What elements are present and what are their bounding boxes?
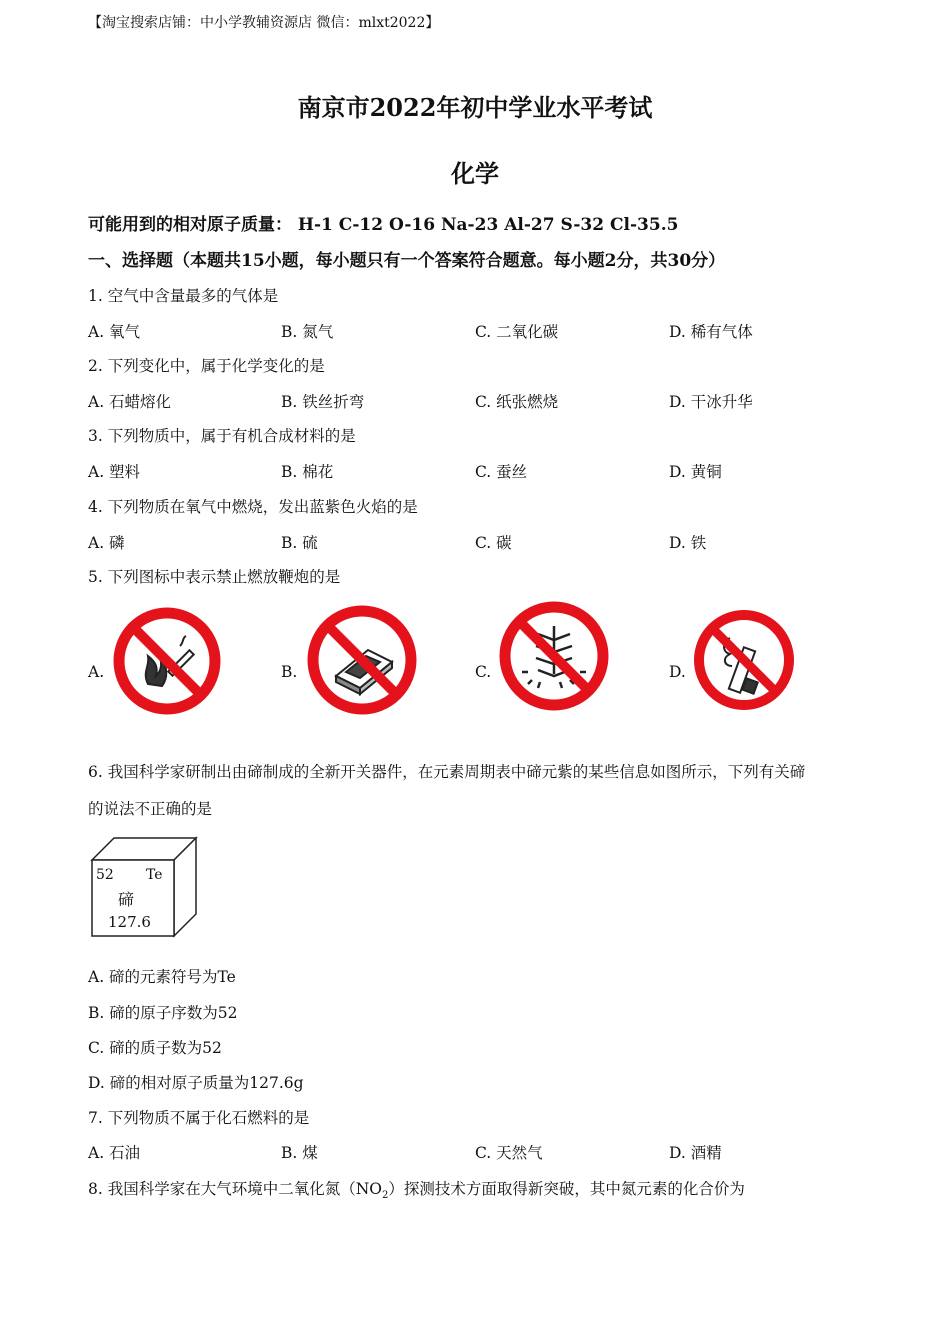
subject-title: 化学 (451, 159, 499, 188)
q6-option-b: B. 碲的原子序数为52 (88, 1004, 238, 1022)
q6-option-d: D. 碲的相对原子质量为127.6g (88, 1074, 304, 1092)
q4-option-a: A. 磷 (88, 534, 125, 552)
exam-title: 南京市2022年初中学业水平考试 (297, 93, 653, 122)
no-smoking-fire-icon (112, 606, 222, 716)
q1-option-b: B. 氮气 (281, 323, 334, 341)
element-cube-tellurium (88, 830, 203, 946)
q6-option-a: A. 碲的元素符号为Te (88, 968, 236, 986)
q2-option-a: A. 石蜡熔化 (88, 393, 172, 411)
q4-option-b: B. 硫 (281, 534, 318, 552)
q1-option-a: A. 氧气 (88, 323, 141, 341)
element-name: 碲 (118, 890, 135, 909)
no-cigarette-icon (692, 608, 796, 712)
atomic-masses: 可能用到的相对原子质量： H-1 C-12 O-16 Na-23 Al-27 S-32 Cl-35.5 (88, 215, 679, 235)
q3-option-a: A. 塑料 (88, 463, 141, 481)
q3-option-d: D. 黄铜 (669, 463, 722, 481)
q3-option-b: B. 棉花 (281, 463, 334, 481)
q2-option-d: D. 干冰升华 (669, 393, 753, 411)
q7-option-b: B. 煤 (281, 1144, 318, 1162)
q8-stem-post: ）探测技术方面取得新突破，其中氮元素的化合价为 (388, 1180, 745, 1198)
header-note: 【淘宝搜索店铺：中小学教辅资源店 微信：mlxt2022】 (88, 15, 440, 31)
q5-option-d: D. (669, 663, 686, 681)
element-atomic-number: 52 (96, 867, 114, 883)
q8-stem-pre: 8. 我国科学家在大气环境中二氧化氮（NO (88, 1180, 382, 1198)
section-title: 一、选择题（本题共15小题，每小题只有一个答案符合题意。每小题2分，共30分） (88, 251, 726, 271)
q4-option-d: D. 铁 (669, 534, 707, 552)
element-mass: 127.6 (108, 913, 151, 931)
q7-option-a: A. 石油 (88, 1144, 141, 1162)
q3-option-c: C. 蚕丝 (475, 463, 528, 481)
question-7-stem: 7. 下列物质不属于化石燃料的是 (88, 1109, 310, 1127)
q8-stem-subscript: 2 (382, 1190, 389, 1202)
element-symbol: Te (146, 867, 163, 883)
q1-option-c: C. 二氧化碳 (475, 323, 559, 341)
q5-option-b: B. (281, 663, 298, 681)
question-3-stem: 3. 下列物质中，属于有机合成材料的是 (88, 427, 356, 445)
q4-option-c: C. 碳 (475, 534, 512, 552)
q6-option-c: C. 碲的质子数为52 (88, 1039, 222, 1057)
question-4-stem: 4. 下列物质在氧气中燃烧，发出蓝紫色火焰的是 (88, 498, 418, 516)
q5-option-a: A. (88, 663, 105, 681)
q2-option-b: B. 铁丝折弯 (281, 393, 365, 411)
q5-option-c: C. (475, 663, 492, 681)
q2-option-c: C. 纸张燃烧 (475, 393, 559, 411)
q1-option-d: D. 稀有气体 (669, 323, 753, 341)
question-5-stem: 5. 下列图标中表示禁止燃放鞭炮的是 (88, 568, 341, 586)
question-1-stem: 1. 空气中含量最多的气体是 (88, 287, 279, 305)
no-firecrackers-icon (498, 600, 610, 712)
no-matches-icon (306, 604, 418, 716)
q7-option-d: D. 酒精 (669, 1144, 722, 1162)
question-6-stem-line1: 6. 我国科学家研制出由碲制成的全新开关器件，在元素周期表中碲元紫的某些信息如图所示，下列有关碲 (88, 763, 806, 781)
q7-option-c: C. 天然气 (475, 1144, 543, 1162)
question-8-stem (88, 1177, 745, 1201)
question-2-stem: 2. 下列变化中，属于化学变化的是 (88, 357, 325, 375)
question-6-stem-line2: 的说法不正确的是 (88, 800, 213, 818)
